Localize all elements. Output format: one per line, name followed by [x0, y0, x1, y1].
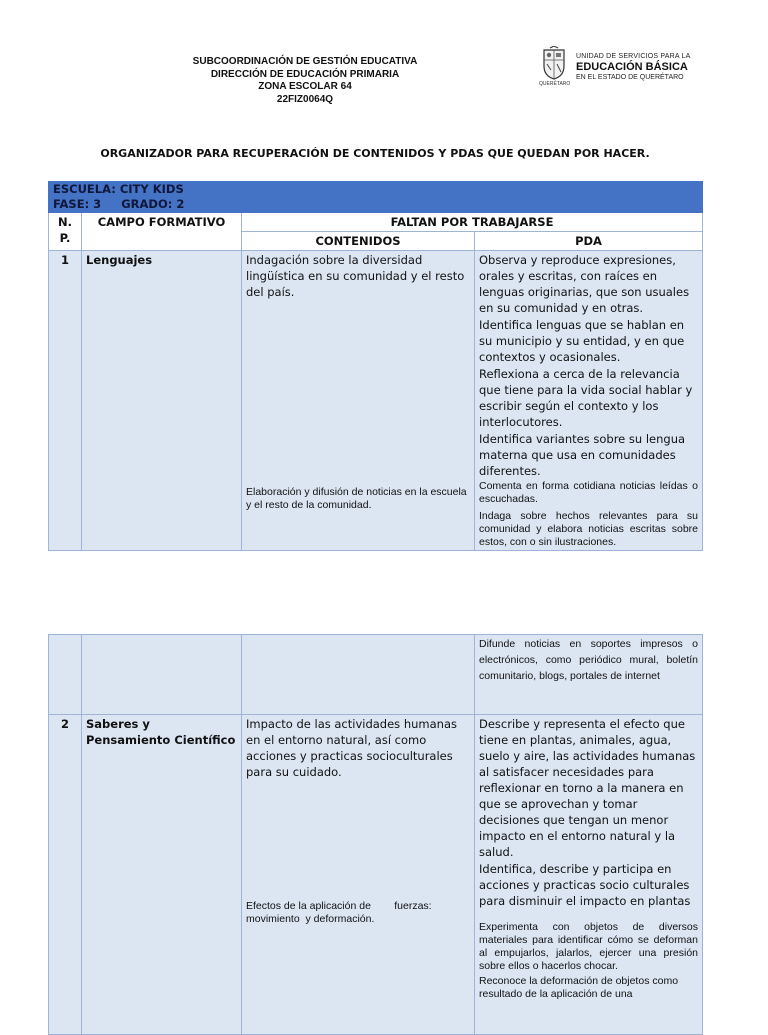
campo-formativo: Lenguajes — [82, 251, 242, 551]
header-line-1: SUBCOORDINACIÓN DE GESTIÓN EDUCATIVA — [192, 56, 418, 67]
pda-text: Identifica lenguas que se hablan en su municipio y su entidad, y en que contextos y ocasionales. — [479, 318, 685, 364]
pda-text: Difunde noticias en soportes impresos o electrónicos, como periódico mural, boletín comunitario, blogs, portales de internet — [479, 638, 698, 682]
header-row — [49, 213, 703, 232]
school-banner — [49, 182, 703, 213]
col-header-contenidos: CONTENIDOS — [242, 232, 475, 251]
school-name: ESCUELA: CITY KIDS — [53, 182, 184, 196]
table-row — [49, 715, 703, 1035]
usebeq-logo — [538, 46, 708, 90]
col-header-campo: CAMPO FORMATIVO — [82, 213, 242, 251]
pda-text: Identifica variantes sobre su lengua materna que usa en comunidades diferentes. — [479, 432, 686, 478]
logo-line-3: EN EL ESTADO DE QUERÉTARO — [576, 74, 684, 81]
pda-text: Indaga sobre hechos relevantes para su comunidad y elabora noticias escritas sobre estos, con o sin ilustraciones. — [479, 510, 699, 548]
fase-grado: FASE: 3 GRADO: 2 — [53, 197, 185, 211]
pda-text: Identifica, describe y participa en acciones y practicas socio culturales para disminuir el impacto en plantas — [479, 862, 691, 908]
pda-text: Experimenta con objetos de diversos materiales para identificar cómo se deforman al empujarlos, jalarlos, ejercer una presión sobre ellos o hacerlos chocar. — [479, 921, 698, 972]
col-header-faltan: FALTAN POR TRABAJARSE — [242, 213, 703, 232]
organizer-table-continued — [48, 634, 703, 1035]
header-line-3: ZONA ESCOLAR 64 — [258, 81, 352, 92]
campo-formativo — [82, 635, 242, 715]
row-number: 2 — [49, 715, 82, 1035]
organizer-table — [48, 181, 703, 551]
row-number: 1 — [49, 251, 82, 551]
contenidos-cell — [242, 251, 475, 551]
logo-line-2: EDUCACIÓN BÁSICA — [576, 61, 688, 73]
institution-header — [150, 56, 460, 106]
table-row — [49, 635, 703, 715]
pda-text: Reconoce la deformación de objetos como resultado de la aplicación de una — [479, 975, 679, 1000]
pda-text: Describe y representa el efecto que tiene en plantas, animales, agua, suelo y aire, las actividades humanas al satisfacer necesidades para reflexionar en torno a la manera en que se aprovechan y tomar decisiones que tengan un menor impacto en el entorno natural y la salud. — [479, 717, 696, 859]
table-row — [49, 251, 703, 551]
contenidos-cell — [242, 635, 475, 715]
document-title: ORGANIZADOR PARA RECUPERACIÓN DE CONTENIDOS Y PDAS QUE QUEDAN POR HACER. — [100, 147, 650, 160]
header-line-2: DIRECCIÓN DE EDUCACIÓN PRIMARIA — [210, 68, 400, 80]
logo-seal-text: QUERÉTARO — [539, 81, 571, 87]
pda-text: Observa y reproduce expresiones, orales y escritas, con raíces en lenguas originarias, que son usuales en su comunidad y en otras. — [479, 253, 690, 315]
school-banner-row — [49, 182, 703, 213]
pda-cell — [475, 251, 703, 551]
pda-cell — [475, 635, 703, 715]
contenidos-cell — [242, 715, 475, 1035]
contenido-text: Elaboración y difusión de noticias en la escuela y el resto de la comunidad. — [246, 486, 467, 511]
col-header-pda: PDA — [475, 232, 703, 251]
contenido-text: Efectos de la aplicación de fuerzas: movimiento y deformación. — [246, 900, 435, 925]
col-header-np: N. P. — [49, 213, 82, 251]
queretaro-seal-icon — [538, 46, 570, 82]
contenido-text: Impacto de las actividades humanas en el entorno natural, así como acciones y practicas socioculturales para su cuidado. — [246, 717, 457, 779]
logo-line-1: UNIDAD DE SERVICIOS PARA LA — [576, 53, 691, 60]
pda-text: Reflexiona a cerca de la relevancia que tiene para la vida social hablar y escribir según el contexto y los interlocutores. — [479, 367, 693, 429]
contenido-text: Indagación sobre la diversidad lingüística en su comunidad y el resto del país. — [246, 253, 465, 299]
header-line-4: 22FIZ0064Q — [276, 93, 334, 105]
pda-cell — [475, 715, 703, 1035]
row-number — [49, 635, 82, 715]
campo-formativo: Saberes y Pensamiento Científico — [82, 715, 242, 1035]
pda-text: Comenta en forma cotidiana noticias leídas o escuchadas. — [479, 480, 699, 505]
